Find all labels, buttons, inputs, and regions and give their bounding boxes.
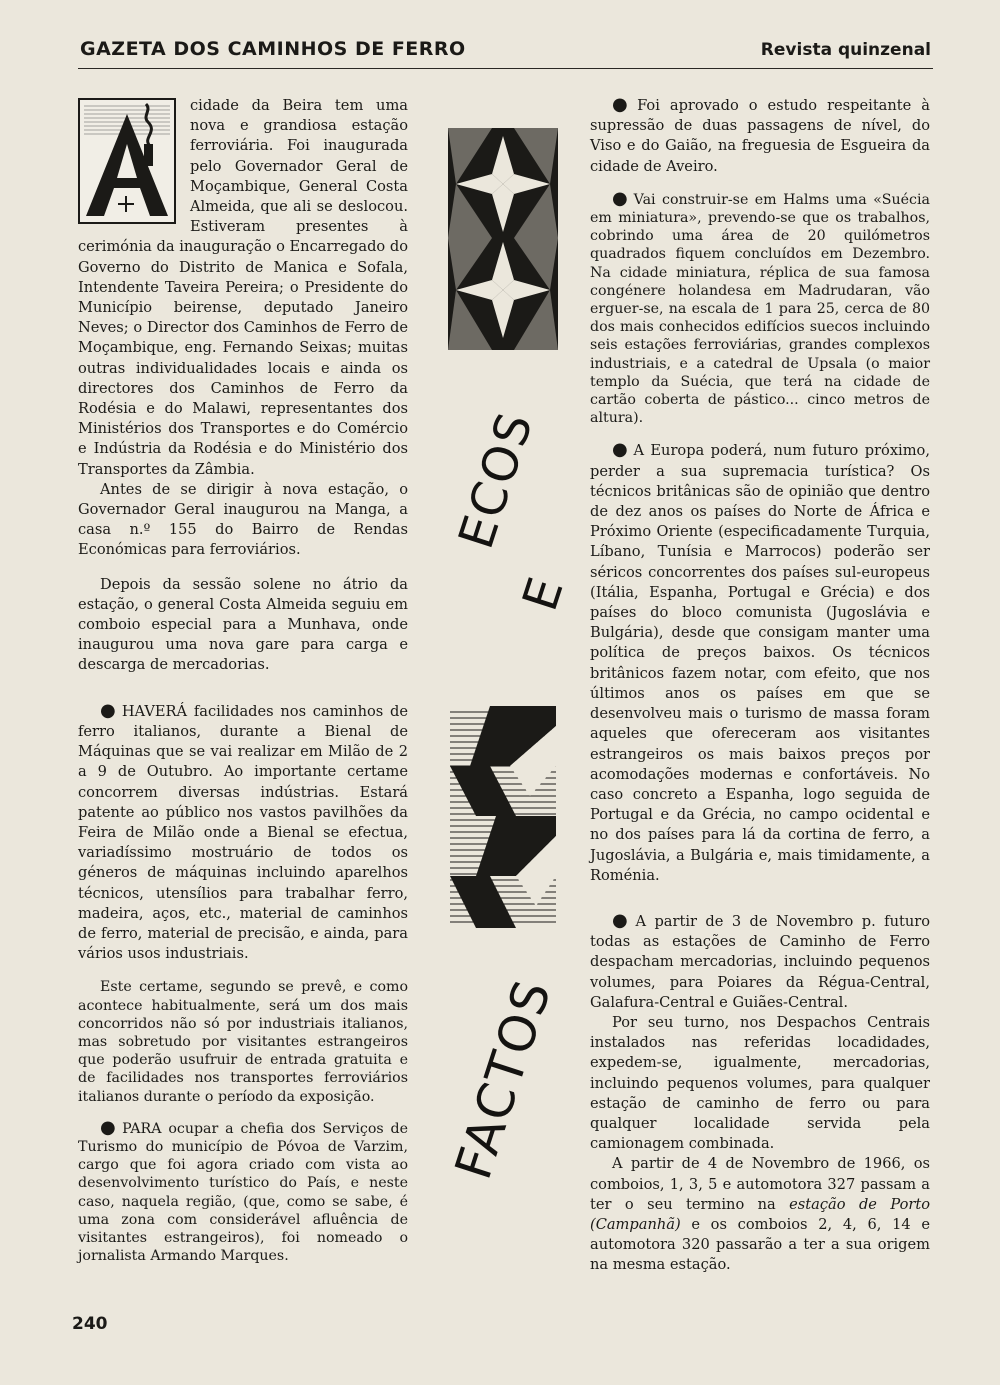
bullet-icon: ● [612,439,630,461]
article-central-dispatch: Por seu turno, nos Despachos Centrais instalados nas referidas locadidades, expedem-se, igualmente, mercadorias, incluindo pequenos volumes, para qualquer estação de caminho de ferro ou para qualquer localidade servida pela camionagem combinada. [590,1013,930,1153]
article-milan-visitors: Este certame, segundo se prevê, e como acontece habitualmente, será um dos mais concorridos não só por industriais italianos, mas sobretudo por visitantes estrangeiros que poderão usufruir de entrada gratuita e de facilidades nos transportes ferroviários italianos durante o período da exposição. [78,979,408,1105]
star-pattern-graphic [448,128,558,354]
bullet-icon: ● [100,1116,119,1138]
page-number: 240 [72,1314,108,1334]
article-beira-station: cidade da Beira tem uma nova e grandiosa estação ferroviária. Foi inaugurada pelo Governador Geral de Moçambique, General Costa Almeida, que ali se deslocou. Estiveram presentes à cerimónia da inauguração o Encarregado do Governo do Distrito de Manica e Sofala, Intendente Taveira Pereira; o Presidente do Município beirense, deputado Janeiro Neves; o Director dos Caminhos de Ferro de Moçambique, eng. Fernando Seixas; muitas outras individualidades locais e ainda os directores dos Caminhos de Ferro da Rodésia e do Malawi, representantes dos Ministérios dos Transportes e do Comércio e Indústria da Rodésia e do Ministério dos Transportes da Zâmbia. [78,97,408,478]
deco-word-factos: FACTOS [444,972,563,1186]
article-aveiro-crossings: ● Foi aprovado o estudo respeitante à supressão de duas passagens de nível, do Viso e do Gaião, na freguesia de Esgueira da cidade de Aveiro. [590,94,930,175]
bullet-icon: ● [612,187,630,209]
article-regua-dispatch: ● A partir de 3 de Novembro p. futuro todas as estações de Caminho de Ferro despacham mercadorias, incluindo pequenos volumes, para Poiares da Régua-Central, Galafura-Central e Guiães-Central. [590,909,930,1011]
drop-cap-a-house-icon [78,98,176,224]
deco-word-ecos: ECOS [448,404,545,556]
bullet-icon: ● [612,94,634,115]
left-column [78,96,408,1265]
article-europe-tourism: ● A Europa poderá, num futuro próximo, perder a sua supremacia turística? Os técnicos britânicas são de opinião que dentro de dez anos os países do Norte de África e Próximo Oriente (especificadamente Turquia, Líbano, Tunísia e Marrocos) poderão ser séricos concorrentes dos países sul-europeus (Itália, Espanha, Portugal e Grécia) e dos países do bloco comunista (Jugoslávia e Bulgária), desde que consigam manter uma política de preços baixos. Os técnicos britânicos fazem notar, com efeito, que nos últimos anos os países em que se desenvolveu mais o turismo de massa foram aqueles que ofereceram aos visitantes estrangeiros os mais baixos preços por acomodações modernas e confortáveis. No caso concreto a Espanha, logo seguida de Portugal e da Grécia, no campo ocidental e no dos países para lá da cortina de ferro, a Jugoslávia, a Bulgária e, mais timidamente, a Roménia. [590,439,930,884]
article-porto-trains: A partir de 4 de Novembro de 1966, os comboios, 1, 3, 5 e automotora 327 passam a ter o seu termino na estação de Porto (Campanhã) e os comboios 2, 4, 6, 14 e automotora 320 passarão a ter a sua origem na mesma estação. [590,1155,930,1274]
running-header [78,38,933,69]
article-povoa-tourism: ● PARA ocupar a chefia dos Serviços de Turismo do município de Póvoa de Varzim, cargo que foi agora criado com vista ao desenvolvimento turístico do País, e neste caso, naquela região, (que, como se sabe, é uma zona com considerável afluência de visitantes estrangeiros), foi nomeado o jornalista Armando Marques. [78,1116,408,1265]
bullet-icon: ● [100,699,118,721]
publication-title: GAZETA DOS CAMINHOS DE FERRO [80,38,466,60]
right-column [590,96,930,1276]
article-sweden-miniature: ● Vai construir-se em Halms uma «Suécia em miniatura», prevendo-se que os trabalhos, cobrindo uma área de 20 quilómetros quadrados fiquem concluídos em Dezembro. Na cidade miniatura, réplica de sua famosa congénere holandesa em Madrudaran, vão erguer-se, na escala de 1 para 25, cerca de 80 dos mais conhecidos edifícios suecos incluindo seis estações ferroviárias, grandes complexos industriais, e a catedral de Upsala (o maior templo da Suécia, que terá na cidade de cartão coberta de pástico... cinco metros de altura). [590,187,930,427]
s-pattern-graphic [450,706,556,932]
bullet-icon: ● [612,909,632,931]
article-beira-housing: Antes de se dirigir à nova estação, o Governador Geral inaugurou na Manga, a casa n.º 155 do Bairro de Rendas Económicas para ferroviários. [78,480,408,559]
article-beira-munhava: Depois da sessão solene no átrio da estação, o general Costa Almeida seguiu em comboio especial para a Munhava, onde inaugurou uma nova gare para carga e descarga de mercadorias. [78,575,408,674]
article-milan-biennial: ● HAVERÁ facilidades nos caminhos de ferro italianos, durante a Bienal de Máquinas que se vai realizar em Milão de 2 a 9 de Outubro. Ao importante certame concorrem diversas indústrias. Estará patente ao público nos vastos pavilhões da Feira de Milão onde a Bienal se efectua, variadíssimo mostruário de todos os géneros de máquinas incluindo aparelhos técnicos, utensílios para trabalhar ferro, madeira, aços, etc., material de caminhos de ferro, material de precisão, e ainda, para vários usos industriais. [78,699,408,963]
publication-subtitle: Revista quinzenal [760,40,931,60]
deco-word-e: E [512,569,576,618]
